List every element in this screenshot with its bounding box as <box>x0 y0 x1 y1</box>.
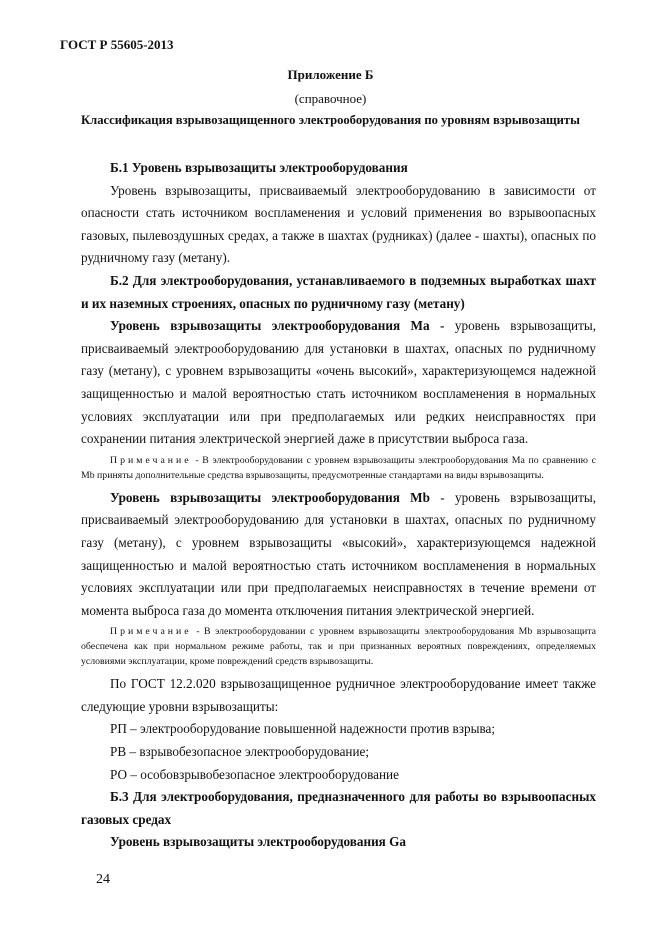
note-1-text: - В электрооборудовании с уровнем взрывозащиты электрооборудования Ма по сравнению с Mb приняты дополнительные средства взрывозащиты, предусмотренные стандартами на виды взрывозащиты. <box>81 454 596 481</box>
level-mb-text: - уровень взрывозащиты, присваиваемый электрооборудованию для установки в шахтах, опасных по рудничному газу (метану), с уровнем взрывозащиты «высокий», характеризующемся надежной защищенностью и малой вероятностью стать источником воспламенения в нормальных условиях эксплуатации или при предполагаемых неисправностях в течение времени от момента выброса газа до момента отключения питания электрической энергией. <box>81 489 596 618</box>
annex-title: Классификация взрывозащищенного электрооборудования по уровням взрывозащиты <box>81 113 580 127</box>
level-ma-term: Уровень взрывозащиты электрооборудования Ма - <box>110 318 445 334</box>
document-body <box>81 157 596 854</box>
level-mb-term: Уровень взрывозащиты электрооборудования Mb <box>110 489 430 505</box>
level-mb-paragraph <box>81 487 596 623</box>
level-ma-paragraph <box>81 315 596 451</box>
note-1-label: Примечание <box>110 454 192 466</box>
level-rp: РП – электрооборудование повышенной надежности против взрыва; <box>110 721 496 737</box>
level-ma-text: уровень взрывозащиты, присваиваемый электрооборудованию для установки в шахтах, опасных по рудничному газу (метану), с уровнем взрывозащиты «очень высокий», характеризующемся надежной защищенностью и малой вероятностью стать источником воспламенения в нормальных условиях эксплуатации или при предполагаемых или редких неисправностях при сохранении питания электрической энергией даже в присутствии выброса газа. <box>81 318 597 447</box>
document-id-header: ГОСТ Р 55605-2013 <box>60 37 174 52</box>
note-2 <box>81 624 596 669</box>
gost-levels-intro: По ГОСТ 12.2.020 взрывозащищенное рудничное электрооборудование имеет также следующие уровни взрывозащиты: <box>81 676 596 714</box>
level-ro: РО – особовзрывобезопасное электрооборудование <box>110 766 399 782</box>
annex-type: (справочное) <box>294 91 367 106</box>
note-2-label: Примечание <box>110 626 192 638</box>
annex-label: Приложение Б <box>287 67 374 82</box>
section-b1-text: Уровень взрывозащиты, присваиваемый электрооборудованию в зависимости от опасности стать источником воспламенения и условий применения во взрывоопасных газовых, пылевоздушных средах, а также в шахтах (рудниках) (далее - шахты), опасных по рудничному газу (метану). <box>81 182 596 266</box>
page-number: 24 <box>96 872 110 887</box>
level-ga-heading: Уровень взрывозащиты электрооборудования Ga <box>110 834 406 850</box>
section-b1-heading: Б.1 Уровень взрывозащиты электрооборудования <box>110 160 408 175</box>
level-rv: РВ – взрывобезопасное электрооборудование; <box>110 744 370 760</box>
note-2-text: - В электрооборудовании с уровнем взрывозащиты электрооборудования Mb взрывозащита обеспечена как при нормальном режиме работы, так и при признанных вероятных повреждениях, определяемых условиями эксплуатации, кроме повреждений средств взрывозащиты. <box>81 626 596 668</box>
section-b3-heading: Б.3 Для электрооборудования, предназначенного для работы во взрывоопасных газовых средах <box>81 789 596 827</box>
section-b2-heading: Б.2 Для электрооборудования, устанавливаемого в подземных выработках шахт и их наземных строениях, опасных по рудничному газу (метану) <box>81 272 596 311</box>
note-1 <box>81 453 596 483</box>
